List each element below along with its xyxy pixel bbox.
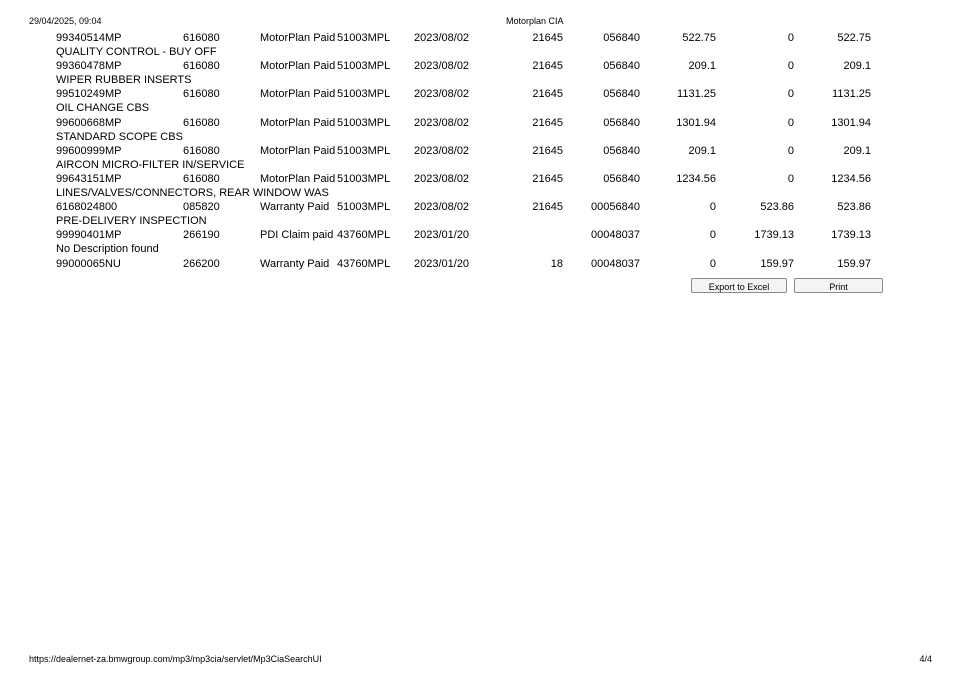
reference-cell: 51003MPL xyxy=(337,116,391,129)
row-description xyxy=(0,101,960,115)
amount-cell: 0 xyxy=(787,144,794,157)
amount-cell: 209.1 xyxy=(688,144,716,157)
part-number: 99510249MP xyxy=(56,88,122,101)
row-description xyxy=(0,186,960,200)
part-number: 99600999MP xyxy=(56,144,122,157)
part-number: 99340514MP xyxy=(56,32,122,44)
table-row xyxy=(0,59,960,73)
amount-cell: 0 xyxy=(787,88,794,101)
code-cell: 266190 xyxy=(183,229,220,242)
amount-cell: 0 xyxy=(787,32,794,44)
page-number: 4/4 xyxy=(919,654,932,664)
description-text: QUALITY CONTROL - BUY OFF xyxy=(56,46,217,59)
total-cell: 1131.25 xyxy=(832,88,871,101)
date-cell: 2023/08/02 xyxy=(414,172,470,185)
description-text: STANDARD SCOPE CBS xyxy=(56,130,183,143)
reference-cell: 51003MPL xyxy=(337,201,391,214)
amount-cell: 523.86 xyxy=(760,201,794,214)
total-cell: 1234.56 xyxy=(831,172,871,185)
table-row xyxy=(0,31,960,45)
date-cell: 2023/08/02 xyxy=(414,144,470,157)
code-cell: 616080 xyxy=(183,60,220,73)
print-datetime: 29/04/2025, 09:04 xyxy=(29,16,102,26)
row-description xyxy=(0,45,960,59)
part-number: 99600668MP xyxy=(56,116,122,129)
dealer-cell: 056840 xyxy=(603,60,640,73)
date-cell: 2023/08/02 xyxy=(414,201,470,214)
number-cell: 21645 xyxy=(532,201,563,214)
code-cell: 616080 xyxy=(183,172,220,185)
table-row xyxy=(0,228,960,242)
number-cell: 21645 xyxy=(532,144,563,157)
amount-cell: 159.97 xyxy=(760,257,794,270)
code-cell: 616080 xyxy=(183,32,220,44)
reference-cell: 51003MPL xyxy=(337,144,391,157)
total-cell: 1301.94 xyxy=(831,116,871,129)
reference-cell: 51003MPL xyxy=(337,60,391,73)
table-row xyxy=(0,144,960,158)
amount-cell: 1234.56 xyxy=(676,172,716,185)
row-description xyxy=(0,73,960,87)
dealer-cell: 00048037 xyxy=(591,257,640,270)
date-cell: 2023/08/02 xyxy=(414,32,470,44)
table-row xyxy=(0,87,960,101)
table-row xyxy=(0,172,960,186)
code-cell: 616080 xyxy=(183,116,220,129)
dealer-cell: 056840 xyxy=(603,172,640,185)
claim-type-cell: MotorPlan Paid xyxy=(260,32,336,44)
part-number: 99000065NU xyxy=(56,257,121,270)
number-cell: 18 xyxy=(550,257,563,270)
dealer-cell: 056840 xyxy=(603,116,640,129)
description-text: PRE-DELIVERY INSPECTION xyxy=(56,215,207,228)
table-row xyxy=(0,116,960,130)
table-row xyxy=(0,257,960,271)
description-text: WIPER RUBBER INSERTS xyxy=(56,74,192,87)
date-cell: 2023/01/20 xyxy=(414,229,470,242)
reference-cell: 43760MPL xyxy=(337,257,391,270)
page-title: Motorplan CIA xyxy=(506,16,564,26)
amount-cell: 0 xyxy=(787,60,794,73)
claim-type-cell: MotorPlan Paid xyxy=(260,60,336,73)
code-cell: 085820 xyxy=(183,201,220,214)
claim-type-cell: Warranty Paid xyxy=(260,201,330,214)
part-number: 6168024800 xyxy=(56,201,118,214)
dealer-cell: 056840 xyxy=(603,88,640,101)
date-cell: 2023/08/02 xyxy=(414,116,470,129)
row-description xyxy=(0,214,960,228)
dealer-cell: 00048037 xyxy=(591,229,640,242)
code-cell: 616080 xyxy=(183,144,220,157)
total-cell: 522.75 xyxy=(837,32,871,44)
code-cell: 616080 xyxy=(183,88,220,101)
export-to-excel-button[interactable]: Export to Excel xyxy=(691,278,787,293)
total-cell: 523.86 xyxy=(837,201,871,214)
amount-cell: 1131.25 xyxy=(677,88,716,101)
amount-cell: 0 xyxy=(709,201,716,214)
reference-cell: 43760MPL xyxy=(337,229,391,242)
number-cell: 21645 xyxy=(532,60,563,73)
description-text: LINES/VALVES/CONNECTORS, REAR WINDOW WAS xyxy=(56,187,329,200)
amount-cell: 0 xyxy=(709,229,716,242)
description-text: No Description found xyxy=(56,243,159,256)
number-cell: 21645 xyxy=(532,172,563,185)
number-cell: 21645 xyxy=(532,116,563,129)
amount-cell: 1301.94 xyxy=(676,116,716,129)
row-description xyxy=(0,158,960,172)
reference-cell: 51003MPL xyxy=(337,88,391,101)
claim-type-cell: MotorPlan Paid xyxy=(260,88,336,101)
total-cell: 159.97 xyxy=(837,257,871,270)
dealer-cell: 056840 xyxy=(603,32,640,44)
amount-cell: 1739.13 xyxy=(754,229,794,242)
row-description xyxy=(0,242,960,256)
row-description xyxy=(0,130,960,144)
records-list xyxy=(0,31,960,271)
amount-cell: 209.1 xyxy=(688,60,716,73)
number-cell: 21645 xyxy=(532,32,563,44)
total-cell: 1739.13 xyxy=(831,229,871,242)
claim-type-cell: MotorPlan Paid xyxy=(260,116,336,129)
number-cell: 21645 xyxy=(532,88,563,101)
claim-type-cell: MotorPlan Paid xyxy=(260,144,336,157)
description-text: OIL CHANGE CBS xyxy=(56,102,150,115)
amount-cell: 0 xyxy=(709,257,716,270)
date-cell: 2023/08/02 xyxy=(414,88,470,101)
total-cell: 209.1 xyxy=(843,144,871,157)
page-url: https://dealernet-za.bmwgroup.com/mp3/mp3cia/servlet/Mp3CiaSearchUI xyxy=(29,654,322,664)
amount-cell: 0 xyxy=(787,116,794,129)
part-number: 99360478MP xyxy=(56,60,122,73)
date-cell: 2023/08/02 xyxy=(414,60,470,73)
dealer-cell: 056840 xyxy=(603,144,640,157)
reference-cell: 51003MPL xyxy=(337,172,391,185)
amount-cell: 522.75 xyxy=(682,32,716,44)
part-number: 99643151MP xyxy=(56,172,122,185)
part-number: 99990401MP xyxy=(56,229,122,242)
date-cell: 2023/01/20 xyxy=(414,257,470,270)
claim-type-cell: PDI Claim paid xyxy=(260,229,334,242)
table-row xyxy=(0,200,960,214)
claim-type-cell: MotorPlan Paid xyxy=(260,172,336,185)
print-button[interactable]: Print xyxy=(794,278,883,293)
dealer-cell: 00056840 xyxy=(591,201,640,214)
code-cell: 266200 xyxy=(183,257,220,270)
total-cell: 209.1 xyxy=(843,60,871,73)
reference-cell: 51003MPL xyxy=(337,32,391,44)
amount-cell: 0 xyxy=(787,172,794,185)
description-text: AIRCON MICRO-FILTER IN/SERVICE xyxy=(56,158,245,171)
claim-type-cell: Warranty Paid xyxy=(260,257,330,270)
